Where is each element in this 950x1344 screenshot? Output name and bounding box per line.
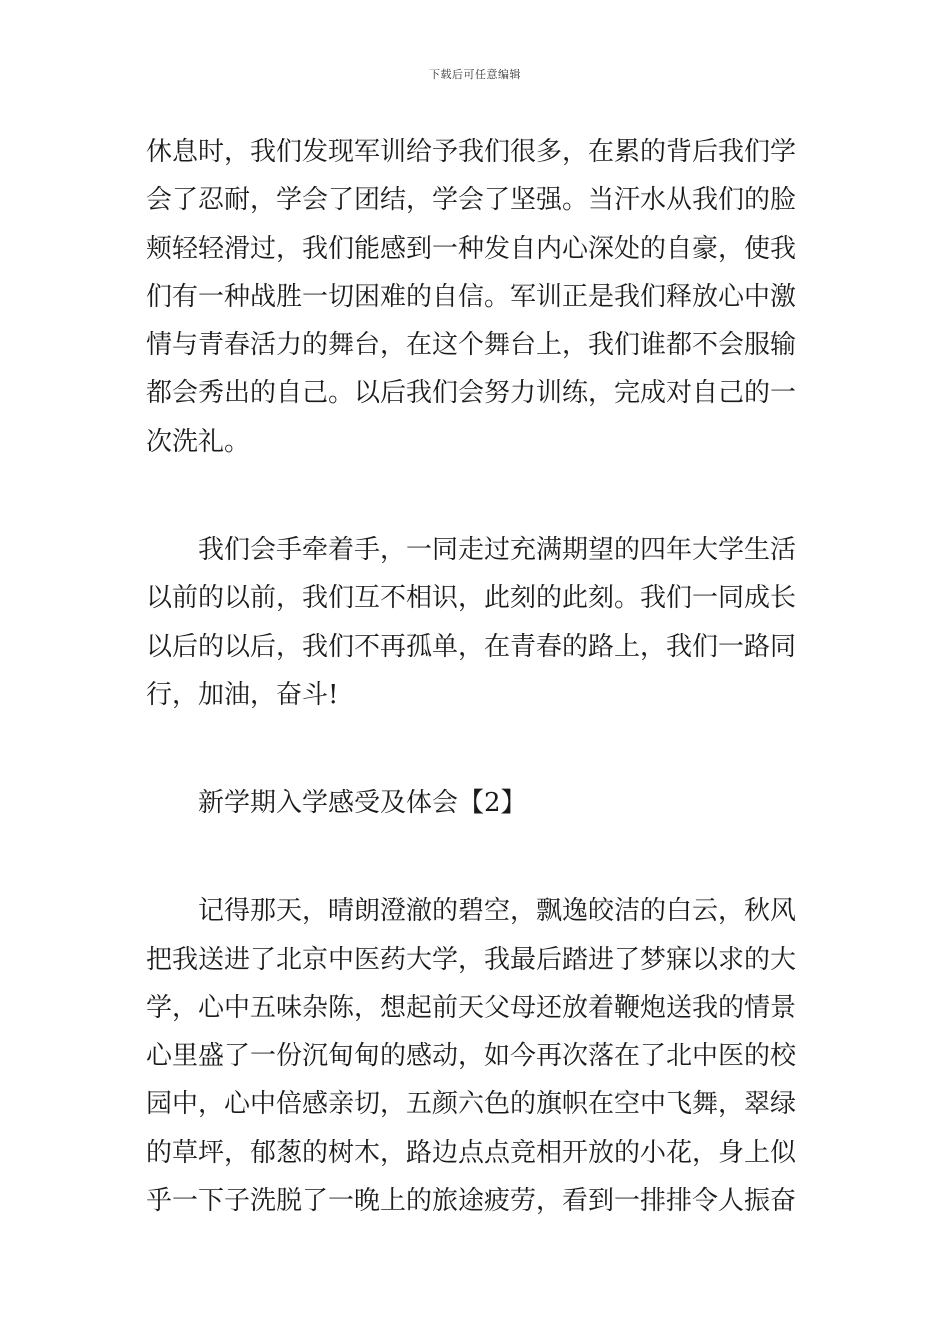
text-line: 心里盛了一份沉甸甸的感动，如今再次落在了北中医的校 [146, 1041, 797, 1072]
text-line: 们有一种战胜一切困难的自信。军训正是我们释放心中激 [146, 281, 797, 312]
paragraph-spacer [146, 466, 810, 526]
text-line: 我们会手牵着手，一同走过充满期望的四年大学生活 [198, 535, 797, 566]
text-line: 情与青春活力的舞台，在这个舞台上，我们谁都不会服输 [146, 330, 797, 361]
text-line: 记得那天，晴朗澄澈的碧空，飘逸皎洁的白云，秋风 [198, 896, 797, 927]
paragraph-spacer [146, 827, 810, 887]
text-line: 会了忍耐，学会了团结，学会了坚强。当汗水从我们的脸 [146, 185, 797, 216]
paragraph-spacer [146, 719, 810, 779]
text-line: 以后的以后，我们不再孤单，在青春的路上，我们一路同 [146, 631, 797, 662]
text-line: 都会秀出的自己。以后我们会努力训练，完成对自己的一 [146, 378, 797, 409]
paragraph-hand-in-hand [146, 526, 810, 719]
text-line: 乎一下子洗脱了一晚上的旅途疲劳，看到一排排令人振奋 [146, 1186, 797, 1217]
text-line: 行，加油，奋斗! [146, 679, 339, 710]
text-line: 把我送进了北京中医药大学，我最后踏进了梦寐以求的大 [146, 944, 797, 975]
text-line: 的草坪，郁葱的树木，路边点点竞相开放的小花，身上似 [146, 1137, 797, 1168]
section-heading: 新学期入学感受及体会【2】 [198, 788, 527, 819]
text-line: 以前的以前，我们互不相识，此刻的此刻。我们一同成长 [146, 583, 797, 614]
text-line: 园中，心中倍感亲切，五颜六色的旗帜在空中飞舞，翠绿 [146, 1089, 797, 1120]
paragraph-first-day [146, 887, 810, 1225]
text-line: 学，心中五味杂陈，想起前天父母还放着鞭炮送我的情景 [146, 992, 797, 1023]
text-line: 休息时，我们发现军训给予我们很多，在累的背后我们学 [146, 137, 797, 167]
text-line: 次洗礼。 [146, 426, 251, 457]
text-line: 颊轻轻滑过，我们能感到一种发自内心深处的自豪，使我 [146, 233, 797, 264]
header-note: 下载后可任意编辑 [429, 68, 521, 81]
document-body [146, 128, 810, 1225]
paragraph-military-training [146, 128, 810, 466]
